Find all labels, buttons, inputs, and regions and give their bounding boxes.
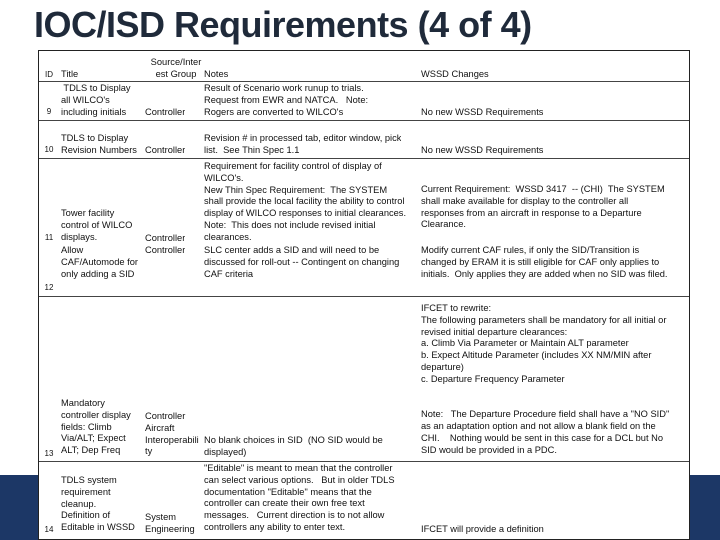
header-source: Source/Inter est Group [150,57,202,79]
row-notes: "Editable" is meant to mean that the controller can select various options. But in older TDLS documentation "Editable" means that the controller can create their own free text messages. Current direction is to not allow controllers any ability to enter text. [204,463,395,532]
requirements-table [38,50,690,540]
row-divider [39,296,689,297]
row-notes: No blank choices in SID (NO SID would be displayed) [204,435,383,457]
page-title: IOC/ISD Requirements (4 of 4) [34,4,532,45]
row-source: System Engineering [145,512,195,534]
row-source: Controller [145,233,186,243]
row-notes: Requirement for facility control of display of WILCO's. New Thin Spec Requirement: The SYSTEM shall provide the local facility the ability to control display of WILCO responses to initial clearances. Note: This does not include revised initial clearances. [204,161,407,242]
header-wssd-changes: WSSD Changes [421,69,489,79]
row-id: 9 [46,107,52,116]
row-id: 14 [44,525,54,534]
header-notes: Notes [204,69,229,79]
row-id: 13 [44,449,54,458]
row-title: Allow CAF/Automode for only adding a SID [61,245,138,279]
row-source: Controller [145,145,186,155]
row-notes: Result of Scenario work runup to trials. Request from EWR and NATCA. Note: Rogers are converted to WILCO's [204,83,369,117]
row-id: 11 [44,233,54,242]
row-title: Tower facility control of WILCO displays. [61,208,133,242]
row-wssd: IFCET will provide a definition [421,524,544,534]
row-title: Mandatory controller display fields: Climb Via/ALT; Expect ALT; Dep Freq [61,398,131,456]
row-title: TDLS to Display Revision Numbers [61,133,137,155]
row-source: Controller [145,107,186,117]
row-divider [39,158,689,159]
row-source: Controller [145,245,186,255]
row-source: Controller Aircraft Interoperabili ty [145,411,199,457]
row-id: 10 [44,145,54,154]
header-id: ID [45,70,53,79]
row-id: 12 [44,283,54,292]
row-wssd: No new WSSD Requirements [421,145,544,155]
row-title: TDLS to Display all WILCO's including initials [61,83,131,117]
row-wssd: Modify current CAF rules, if only the SID/Transition is changed by ERAM it is still eligible for CAF only applies to initials. Only applies they are added when no SID was filed. [421,245,668,279]
row-title: TDLS system requirement cleanup. Definition of Editable in WSSD [61,475,135,533]
row-divider [39,81,689,82]
row-wssd: No new WSSD Requirements [421,107,544,117]
row-divider [39,120,689,121]
row-wssd: IFCET to rewrite: The following parameters shall be mandatory for all initial or revised initial departure clearances: a. Climb Via Parameter or Maintain ALT parameter b. Expect Altitude Parameter (includes XX NM/MIN after departure) c. Departure Frequency Parameter Note: The Departure Procedure field shall have a "NO SID" as an adaptation option and not allow a blank field on the CHI. Nothing would be sent in this case for a DCL but No SID would be provided in a PDC. [421,303,670,455]
header-title: Title [61,69,79,79]
row-notes: SLC center adds a SID and will need to be discussed for roll-out -- Contingent on changing CAF criteria [204,245,400,279]
row-wssd: Current Requirement: WSSD 3417 -- (CHI) The SYSTEM shall make available for display to the controller all responses from an aircraft in response to a Departure Clearance. [421,184,665,230]
row-notes: Revision # in processed tab, editor window, pick list. See Thin Spec 1.1 [204,133,402,155]
row-divider [39,461,689,462]
